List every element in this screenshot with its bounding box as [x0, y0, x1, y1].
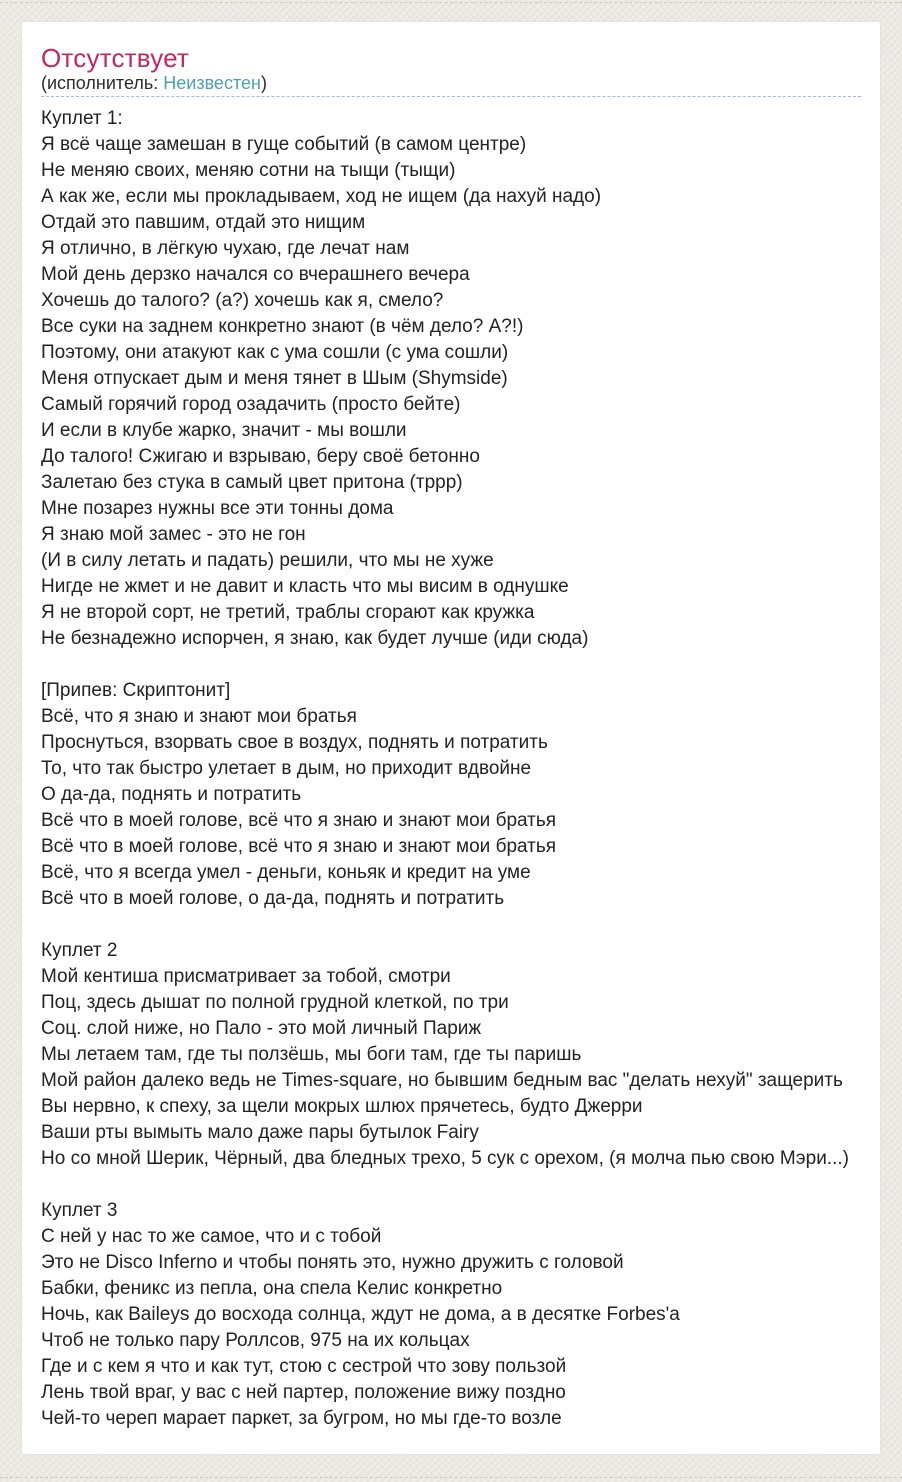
lyrics-text	[41, 106, 861, 1432]
lyric-line: Всё что в моей голове, о да-да, поднять и потратить	[41, 888, 505, 909]
lyric-line: Всё, что я знаю и знают мои братья	[41, 706, 357, 727]
lyric-line: То, что так быстро улетает в дым, но приходит вдвойне	[41, 758, 532, 779]
lyric-line: Залетаю без стука в самый цвет притона (тррр)	[41, 472, 463, 493]
lyric-line: Проснуться, взорвать свое в воздух, поднять и потратить	[41, 732, 548, 753]
lyric-line: Все суки на заднем конкретно знают (в чём дело? А?!)	[41, 316, 524, 337]
lyric-line: Всё, что я всегда умел - деньги, коньяк и кредит на уме	[41, 862, 531, 883]
lyric-line: Куплет 3	[41, 1200, 118, 1221]
lyric-line: Я знаю мой замес - это не гон	[41, 524, 306, 545]
lyric-line: Где и с кем я что и как тут, стою с сестрой что зову пользой	[41, 1356, 567, 1377]
song-title: Отсутствует	[41, 43, 190, 73]
lyric-blank-line	[41, 652, 861, 678]
lyric-line: Нигде не жмет и не давит и класть что мы висим в однушке	[41, 576, 569, 597]
lyric-line: Мне позарез нужны все эти тонны дома	[41, 498, 394, 519]
lyric-line: [Припев: Скриптонит]	[41, 680, 231, 701]
artist-link[interactable]: Неизвестен	[163, 73, 261, 93]
lyric-line: Поэтому, они атакуют как с ума сошли (с ума сошли)	[41, 342, 509, 363]
lyric-blank-line	[41, 1172, 861, 1198]
artist-label: (исполнитель:	[41, 73, 164, 93]
lyric-line: А как же, если мы прокладываем, ход не ищем (да нахуй надо)	[41, 186, 602, 207]
lyric-line: Я не второй сорт, не третий, траблы сгорают как кружка	[41, 602, 535, 623]
page-bottom-dashed-border	[0, 1477, 902, 1478]
lyric-line: Ночь, как Baileys до восхода солнца, ждут не дома, а в десятке Forbes'а	[41, 1304, 680, 1325]
dashed-separator	[41, 96, 861, 97]
lyric-line: Не меняю своих, меняю сотни на тыщи (тыщи)	[41, 160, 456, 181]
lyric-line: О да-да, поднять и потратить	[41, 784, 302, 805]
artist-close-paren: )	[260, 73, 267, 93]
lyric-line: Чтоб не только пару Роллсов, 975 на их кольцах	[41, 1330, 470, 1351]
lyric-line: Хочешь до талого? (а?) хочешь как я, смело?	[41, 290, 444, 311]
lyric-line: Ваши рты вымыть мало даже пары бутылок Fairy	[41, 1122, 479, 1143]
lyric-line: Чей-то череп марает паркет, за бугром, но мы где-то возле	[41, 1408, 562, 1429]
artist-line	[41, 72, 861, 96]
lyric-line: Мой день дерзко начался со вчерашнего вечера	[41, 264, 470, 285]
lyric-line: Поц, здесь дышат по полной грудной клеткой, по три	[41, 992, 509, 1013]
lyric-line: Это не Disco Inferno и чтобы понять это, нужно дружить с головой	[41, 1252, 624, 1273]
lyric-line: Не безнадежно испорчен, я знаю, как будет лучше (иди сюда)	[41, 628, 589, 649]
lyric-line: Всё что в моей голове, всё что я знаю и знают мои братья	[41, 836, 557, 857]
lyric-line: Лень твой враг, у вас с ней партер, положение вижу поздно	[41, 1382, 566, 1403]
lyric-line: (И в силу летать и падать) решили, что мы не хуже	[41, 550, 494, 571]
lyrics-card	[21, 21, 881, 1455]
lyric-line: Я отлично, в лёгкую чухаю, где лечат нам	[41, 238, 410, 259]
lyric-line: С ней у нас то же самое, что и с тобой	[41, 1226, 382, 1247]
lyric-line: Но со мной Шерик, Чёрный, два бледных трехо, 5 сук с орехом, (я молча пью свою Мэри...)	[41, 1148, 849, 1169]
lyric-line: Мой район далеко ведь не Times-square, но бывшим бедным вас "делать нехуй" защерить	[41, 1070, 843, 1091]
lyric-line: Всё что в моей голове, всё что я знаю и знают мои братья	[41, 810, 557, 831]
lyric-line: Меня отпускает дым и меня тянет в Шым (Shymside)	[41, 368, 508, 389]
lyric-line: Отдай это павшим, отдай это нищим	[41, 212, 366, 233]
lyric-line: Куплет 2	[41, 940, 118, 961]
lyric-line: Куплет 1:	[41, 108, 123, 129]
lyric-line: Соц. слой ниже, но Пало - это мой личный Париж	[41, 1018, 482, 1039]
lyric-line: Мой кентиша присматривает за тобой, смотри	[41, 966, 451, 987]
lyric-line: Я всё чаще замешан в гуще событий (в самом центре)	[41, 134, 527, 155]
lyric-line: Мы летаем там, где ты ползёшь, мы боги там, где ты паришь	[41, 1044, 582, 1065]
lyric-line: Бабки, феникс из пепла, она спела Келис конкретно	[41, 1278, 503, 1299]
lyric-line: Вы нервно, к спеху, за щели мокрых шлюх прячетесь, будто Джерри	[41, 1096, 643, 1117]
page-top-dashed-border	[0, 2, 902, 3]
lyric-line: До талого! Сжигаю и взрываю, беру своё бетонно	[41, 446, 480, 467]
lyric-line: И если в клубе жарко, значит - мы вошли	[41, 420, 407, 441]
lyric-blank-line	[41, 912, 861, 938]
lyric-line: Самый горячий город озадачить (просто бейте)	[41, 394, 461, 415]
